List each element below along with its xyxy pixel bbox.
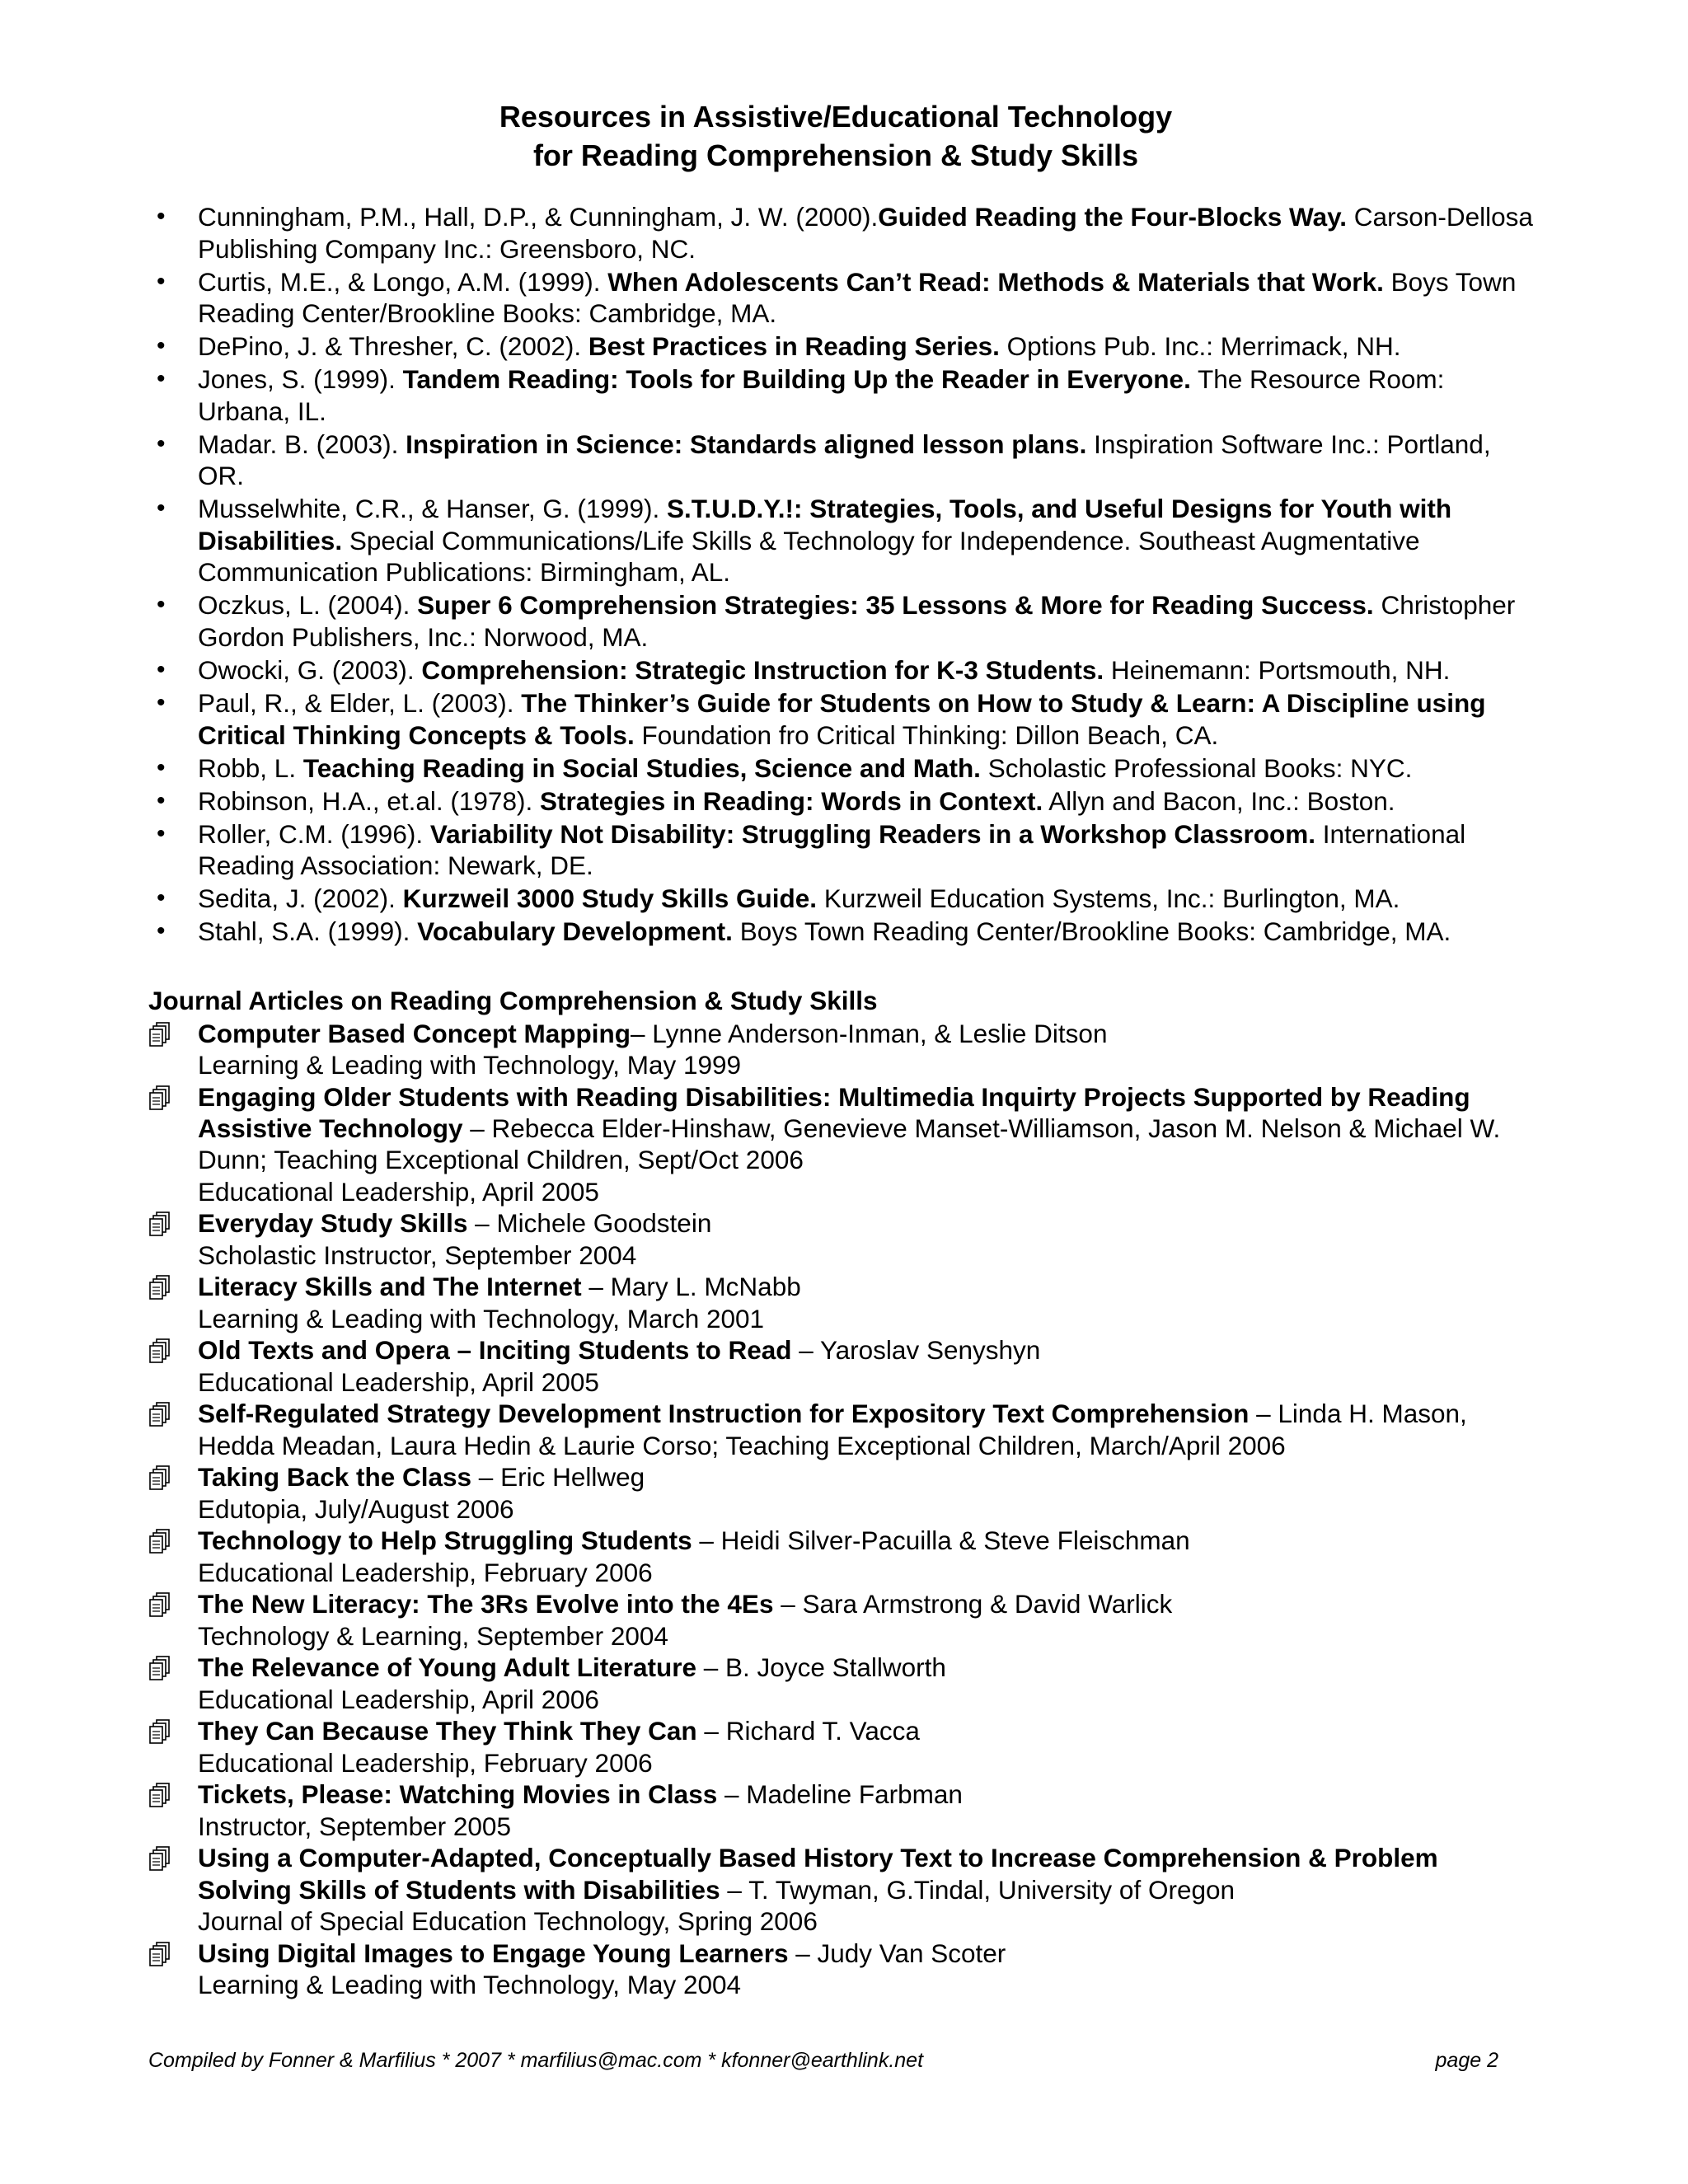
list-item: • Jones, S. (1999). Tandem Reading: Tools for Building Up the Reader in Everyone. The Resource Room: Urbana, IL. [157,364,1445,426]
document-stack-icon [148,1465,173,1491]
bullet-icon: • [157,819,166,847]
document-stack-icon [148,1085,173,1111]
bullet-icon: • [157,656,166,684]
list-item: Using Digital Images to Engage Young Learners – Judy Van Scoter Learning & Leading with Technology, May 2004 [148,1938,1533,2000]
bullet-icon: • [157,203,166,230]
list-item: They Can Because They Think They Can – Richard T. Vacca Educational Leadership, February 2006 [148,1715,1533,1778]
list-item: Engaging Older Students with Reading Disabilities: Multimedia Inquirty Projects Supported by Reading Assistive Technology – Rebecca Elder-Hinshaw, Genevieve Manset-Williamson, Jason M. Nelson & Michael W. Dunn; Teaching Exceptional Children, Sept/Oct 2006 Educational Leadership, April 2005 [148,1081,1533,1207]
list-item: Taking Back the Class – Eric Hellweg Edutopia, July/August 2006 [148,1461,1533,1524]
bullet-icon: • [157,689,166,717]
book-list [148,201,1533,949]
title-line-2: for Reading Comprehension & Study Skills [532,138,1139,172]
list-item: Tickets, Please: Watching Movies in Class – Madeline Farbman Instructor, September 2005 [148,1779,1533,1841]
list-item: Technology to Help Struggling Students – Heidi Silver-Pacuilla & Steve Fleischman Educational Leadership, February 2006 [148,1525,1533,1587]
section-heading-journals: Journal Articles on Reading Comprehension & Study Skills [148,986,878,1015]
list-item: • Paul, R., & Elder, L. (2003). The Thinker’s Guide for Students on How to Study & Learn: A Discipline using Critical Thinking Concepts & Tools. Foundation fro Critical Thinking: Dillon Beach, CA. [157,688,1486,750]
bullet-icon: • [157,786,166,814]
list-item: Computer Based Concept Mapping– Lynne Anderson-Inman, & Leslie Ditson Learning & Leading with Technology, May 1999 [148,1018,1533,1080]
document-stack-icon [148,1528,173,1554]
bullet-icon: • [157,365,166,393]
list-item: • Robinson, H.A., et.al. (1978). Strategies in Reading: Words in Context. Allyn and Bacon, Inc.: Boston. [157,785,1395,816]
document-stack-icon [148,1401,173,1427]
document-stack-icon [148,1655,173,1681]
page-number: page 2 [1435,2049,1498,2072]
footer-credits: Compiled by Fonner & Marfilius * 2007 * marfilius@mac.com * kfonner@earthlink.net [148,2049,924,2072]
list-item: Old Texts and Opera – Inciting Students to Read – Yaroslav Senyshyn Educational Leadership, April 2005 [148,1334,1533,1397]
bullet-icon: • [157,332,166,360]
list-item: • Cunningham, P.M., Hall, D.P., & Cunningham, J. W. (2000).Guided Reading the Four-Blocks Way. Carson-Dellosa Publishing Company Inc.: Greensboro, NC. [157,202,1533,264]
document-stack-icon [148,1941,173,1967]
title-line-1: Resources in Assistive/Educational Technology [499,100,1173,134]
document-stack-icon [148,1591,173,1618]
list-item: • Curtis, M.E., & Longo, A.M. (1999). When Adolescents Can’t Read: Methods & Materials that Work. Boys Town Reading Center/Brookline Books: Cambridge, MA. [157,266,1517,329]
list-item: • Stahl, S.A. (1999). Vocabulary Development. Boys Town Reading Center/Brookline Books: Cambridge, MA. [157,916,1451,947]
list-item: Self-Regulated Strategy Development Instruction for Expository Text Comprehension – Linda H. Mason, Hedda Meadan, Laura Hedin & Laurie Corso; Teaching Exceptional Children, March/April 2006 [148,1398,1533,1460]
list-item: • Owocki, G. (2003). Comprehension: Strategic Instruction for K-3 Students. Heinemann: Portsmouth, NH. [157,655,1451,686]
bullet-icon: • [157,884,166,912]
document-stack-icon [148,1274,173,1301]
document-stack-icon [148,1845,173,1872]
bullet-icon: • [157,429,166,457]
list-item: Everyday Study Skills – Michele Goodstein Scholastic Instructor, September 2004 [148,1207,1533,1270]
journal-list [148,1018,1533,2001]
list-item: • Madar. B. (2003). Inspiration in Science: Standards aligned lesson plans. Inspiration Software Inc.: Portland, OR. [157,429,1491,491]
list-item: The New Literacy: The 3Rs Evolve into the 4Es – Sara Armstrong & David Warlick Technology & Learning, September 2004 [148,1588,1533,1651]
document-stack-icon [148,1718,173,1745]
bullet-icon: • [157,591,166,619]
list-item: The Relevance of Young Adult Literature – B. Joyce Stallworth Educational Leadership, April 2006 [148,1652,1533,1714]
document-stack-icon [148,1338,173,1364]
list-item: • Sedita, J. (2002). Kurzweil 3000 Study Skills Guide. Kurzweil Education Systems, Inc.: Burlington, MA. [157,883,1400,914]
list-item: Using a Computer-Adapted, Conceptually Based History Text to Increase Comprehension & Problem Solving Skills of Students with Disabilities – T. Twyman, G.Tindal, University of Oregon Journal of Special Education Technology, Spring 2006 [148,1842,1533,1937]
list-item: • Musselwhite, C.R., & Hanser, G. (1999). S.T.U.D.Y.!: Strategies, Tools, and Useful Designs for Youth with Disabilities. Special Communications/Life Skills & Technology for Independence. Southeast Augmentative Communication Publications: Birmingham, AL. [157,494,1452,588]
list-item: Literacy Skills and The Internet – Mary L. McNabb Learning & Leading with Technology, March 2001 [148,1271,1533,1333]
bullet-icon: • [157,753,166,781]
list-item: • DePino, J. & Thresher, C. (2002). Best Practices in Reading Series. Options Pub. Inc.: Merrimack, NH. [157,331,1401,362]
list-item: • Oczkus, L. (2004). Super 6 Comprehension Strategies: 35 Lessons & More for Reading Success. Christopher Gordon Publishers, Inc.: Norwood, MA. [157,590,1516,653]
bullet-icon: • [157,917,166,945]
list-item: • Roller, C.M. (1996). Variability Not Disability: Struggling Readers in a Workshop Classroom. International Reading Association: Newark, DE. [157,818,1466,881]
document-stack-icon [148,1782,173,1808]
list-item: • Robb, L. Teaching Reading in Social Studies, Science and Math. Scholastic Professional Books: NYC. [157,752,1413,783]
bullet-icon: • [157,267,166,295]
page-title [148,97,1523,175]
bullet-icon: • [157,494,166,523]
document-stack-icon [148,1211,173,1237]
document-stack-icon [148,1021,173,1047]
